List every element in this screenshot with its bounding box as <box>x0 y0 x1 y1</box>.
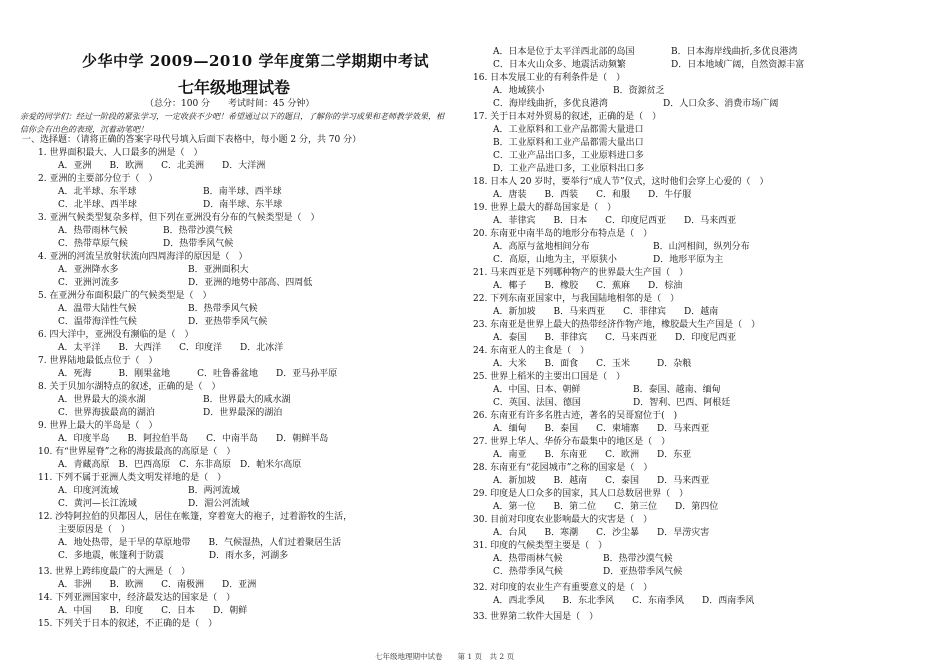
answer-option: A．泰国 B．菲律宾 C．马来西亚 D．印度尼西亚 <box>493 333 737 343</box>
answer-option: C．热带季风气候 <box>493 567 563 577</box>
answer-option: D．湄公河流域 <box>188 499 250 509</box>
question-text: 19. 世界上最大的群岛国家是（ ） <box>473 203 617 213</box>
answer-option: A．菲律宾 B．日本 C．印度尼西亚 D．马来西亚 <box>493 216 737 226</box>
exam-title: 少华中学 2009—2010 学年度第二学期期中考试 <box>82 52 429 70</box>
answer-option: A．椰子 B．橡胶 C．蕉麻 D．棕油 <box>493 281 683 291</box>
intro-text: 亲爱的同学们：经过一阶段的紧张学习，一定收获不少吧！希望通过以下的题目，了解你的学习成果和老师教学效果，相信你会有出色的表现，沉着动笔吧！ <box>20 112 444 134</box>
exam-subtitle: 七年级地理试卷 <box>178 78 291 97</box>
question-text: 9. 世界上最大的半岛是（ ） <box>38 421 158 431</box>
question-text: 15. 下列关于日本的叙述，不正确的是（ ） <box>38 619 218 629</box>
answer-option: A．青藏高原 B．巴西高原 C．东非高原 D．帕米尔高原 <box>58 460 302 470</box>
answer-option: C．海岸线曲折，多优良港湾 <box>493 99 608 109</box>
answer-option: A．新加坡 B．越南 C．泰国 D．马来西亚 <box>493 476 710 486</box>
question-text: 7. 世界陆地最低点位于（ ） <box>38 356 158 366</box>
page-footer: 七年级地理期中试卷 第 1 页 共 2 页 <box>375 652 515 661</box>
answer-option: C．温带海洋性气候 <box>58 317 137 327</box>
question-text: 25. 世界上稻米的主要出口国是（ ） <box>473 372 626 382</box>
answer-option: B．两河流域 <box>188 486 240 496</box>
question-text: 20. 东南亚中南半岛的地形分布特点是（ ） <box>473 229 653 239</box>
answer-option: C．英国、法国、德国 <box>493 398 581 408</box>
question-text: 13. 世界上跨纬度最广的大洲是（ ） <box>38 567 191 577</box>
question-text: 29. 印度是人口众多的国家，其人口总数居世界（ ） <box>473 489 689 499</box>
answer-option: D．工业产品进口多，工业原料出口多 <box>493 164 645 174</box>
question-text: 21. 马来西亚是下列哪种物产的世界最大生产国（ ） <box>473 268 689 278</box>
answer-option: A．死海 B．刚果盆地 C．吐鲁番盆地 D．亚马孙平原 <box>58 369 338 379</box>
answer-option: A．西北季风 B．东北季风 C．东南季风 D．西南季风 <box>493 596 755 606</box>
answer-option: A．中国 B．印度 C．日本 D．朝鲜 <box>58 606 248 616</box>
answer-option: A．太平洋 B．大西洋 C．印度洋 D．北冰洋 <box>58 343 284 353</box>
answer-option: A．地域狭小 <box>493 86 545 96</box>
answer-option: A．日本是位于太平洋西北部的岛国 <box>493 47 635 57</box>
answer-option: C．黄河—长江流域 <box>58 499 137 509</box>
question-text: 22. 下列东南亚国家中，与我国陆地相邻的是（ ） <box>473 294 680 304</box>
answer-option: C．世界海拔最高的湖泊 <box>58 408 155 418</box>
answer-option: A．世界最大的淡水湖 <box>58 395 146 405</box>
question-text: 26. 东南亚有许多名胜古迹，著名的吴哥窟位于( ) <box>473 411 678 421</box>
question-text: 17. 关于日本对外贸易的叙述，正确的是（ ） <box>473 112 662 122</box>
question-text: 16. 日本发展工业的有利条件是（ ） <box>473 73 626 83</box>
question-text: 18. 日本人 20 岁时，要举行“成人节”仪式，这时他们会穿上心爱的（ ） <box>473 177 769 187</box>
answer-option: B．泰国、越南、缅甸 <box>633 385 721 395</box>
answer-option: A．大米 B．面食 C．玉米 D．杂粮 <box>493 359 692 369</box>
answer-option: D．亚洲的地势中部高、四周低 <box>188 278 313 288</box>
answer-option: B．工业原料和工业产品都需大量出口 <box>493 138 644 148</box>
answer-option: B．热带季风气候 <box>188 304 258 314</box>
question-text: 32. 对印度的农业生产有重要意义的是（ ） <box>473 583 653 593</box>
answer-option: C．日本火山众多、地震活动频繁 <box>493 60 626 70</box>
answer-option: C．亚洲河流多 <box>58 278 119 288</box>
answer-option: C．北半球、西半球 <box>58 200 137 210</box>
question-text: 11. 下列不属于亚洲人类文明发祥地的是（ ） <box>38 473 227 483</box>
answer-option: D．亚热带季风气候 <box>603 567 683 577</box>
answer-option: D．日本地域广阔，自然资源丰富 <box>671 60 805 70</box>
answer-option: D．人口众多、消费市场广阔 <box>663 99 779 109</box>
section-heading: 一、选择题：（请将正确的答案字母代号填入后面下表格中，每小题 2 分，共 70 分） <box>22 135 362 145</box>
answer-option: B．世界最大的咸水湖 <box>203 395 291 405</box>
answer-option: B．亚洲面积大 <box>188 265 249 275</box>
answer-option: D．智利、巴西、阿根廷 <box>633 398 731 408</box>
question-text: 30. 目前对印度农业影响最大的灾害是（ ） <box>473 515 653 525</box>
answer-option: C．工业产品出口多，工业原料进口多 <box>493 151 644 161</box>
answer-option: A．第一位 B．第二位 C．第三位 D．第四位 <box>493 502 719 512</box>
question-text: 10. 有“世界屋脊”之称的海拔最高的高原是（ ） <box>38 447 236 457</box>
question-text: 27. 世界上华人、华侨分布最集中的地区是（ ） <box>473 437 671 447</box>
question-text: 24. 东南亚人的主食是（ ） <box>473 346 590 356</box>
answer-option: A．台风 B．寒潮 C．沙尘暴 D．旱涝灾害 <box>493 528 710 538</box>
answer-option: B．日本海岸线曲折,多优良港湾 <box>671 47 798 57</box>
answer-option: B．南半球、西半球 <box>203 187 282 197</box>
answer-option: A．热带雨林气候 <box>58 226 128 236</box>
question-text: 12. 沙特阿拉伯的贝都因人，居住在帐篷，穿着宽大的袍子，过着游牧的生活， <box>38 512 353 522</box>
answer-option: A．印度河流域 <box>58 486 119 496</box>
answer-option: C．高原，山地为主，平原狭小 <box>493 255 617 265</box>
answer-option: A．非洲 B．欧洲 C．南极洲 D．亚洲 <box>58 580 257 590</box>
answer-option: D．世界最深的湖泊 <box>203 408 283 418</box>
answer-option: B．资源贫乏 <box>613 86 665 96</box>
answer-option: C．热带草原气候 <box>58 239 128 249</box>
answer-option: D．亚热带季风气候 <box>188 317 268 327</box>
answer-option: A．缅甸 B．泰国 C．柬埔寨 D．马来西亚 <box>493 424 710 434</box>
question-text: 28. 东南亚有“花园城市”之称的国家是（ ） <box>473 463 653 473</box>
answer-option: A．高原与盆地相间分布 <box>493 242 590 252</box>
answer-option: A．温带大陆性气候 <box>58 304 137 314</box>
answer-option: A．中国、日本、朝鲜 <box>493 385 581 395</box>
answer-option: B．热带沙漠气候 <box>603 554 673 564</box>
answer-option: A．亚洲降水多 <box>58 265 119 275</box>
answer-option: A．工业原料和工业产品都需大量进口 <box>493 125 644 135</box>
answer-option: A．新加坡 B．马来西亚 C．菲律宾 D．越南 <box>493 307 719 317</box>
exam-info: （总分：100 分 考试时间：45 分钟） <box>145 99 315 109</box>
answer-option: D．地形平原为主 <box>653 255 724 265</box>
question-text: 3. 亚洲气候类型复杂多样，但下列在亚洲没有分布的气候类型是（ ） <box>38 213 320 223</box>
question-text: 14. 下列亚洲国家中，经济最发达的国家是（ ） <box>38 593 236 603</box>
question-text: 5. 在亚洲分布面积最广的气候类型是（ ） <box>38 291 212 301</box>
answer-option: A．地处热带，是干旱的草原地带 B．气候湿热，人们过着聚居生活 <box>58 538 342 548</box>
question-text: 6. 四大洋中，亚洲没有濒临的是（ ） <box>38 330 194 340</box>
answer-option: A．南亚 B．东南亚 C．欧洲 D．东亚 <box>493 450 692 460</box>
question-text: 1. 世界面积最大、人口最多的洲是（ ） <box>38 148 203 158</box>
question-text: 33. 世界第二软件大国是（ ） <box>473 612 599 622</box>
answer-option: B．热带沙漠气候 <box>163 226 233 236</box>
question-text: 2. 亚洲的主要部分位于（ ） <box>38 174 158 184</box>
answer-option: A．亚洲 B．欧洲 C．北美洲 D．大洋洲 <box>58 161 266 171</box>
answer-option: A．印度半岛 B．阿拉伯半岛 C．中南半岛 D．朝鲜半岛 <box>58 434 329 444</box>
question-text: 8. 关于贝加尔湖特点的叙述，正确的是（ ） <box>38 382 221 392</box>
answer-option: A．唐装 B．西装 C．和服 D．牛仔服 <box>493 190 692 200</box>
answer-option: A．热带雨林气候 <box>493 554 563 564</box>
question-text: 31. 印度的气候类型主要是（ ） <box>473 541 608 551</box>
answer-option: B．山河相间，纵列分布 <box>653 242 750 252</box>
question-text: 4. 亚洲的河流呈放射状流向四周海洋的原因是（ ） <box>38 252 248 262</box>
answer-option: 主要原因是（ ） <box>58 525 131 535</box>
answer-option: D．热带季风气候 <box>163 239 234 249</box>
answer-option: C．多地震，帐篷利于防震 D．雨水多，河湖多 <box>58 551 289 561</box>
question-text: 23. 东南亚是世界上最大的热带经济作物产地，橡胶最大生产国是（ ） <box>473 320 761 330</box>
answer-option: D．南半球、东半球 <box>203 200 283 210</box>
answer-option: A．北半球、东半球 <box>58 187 137 197</box>
